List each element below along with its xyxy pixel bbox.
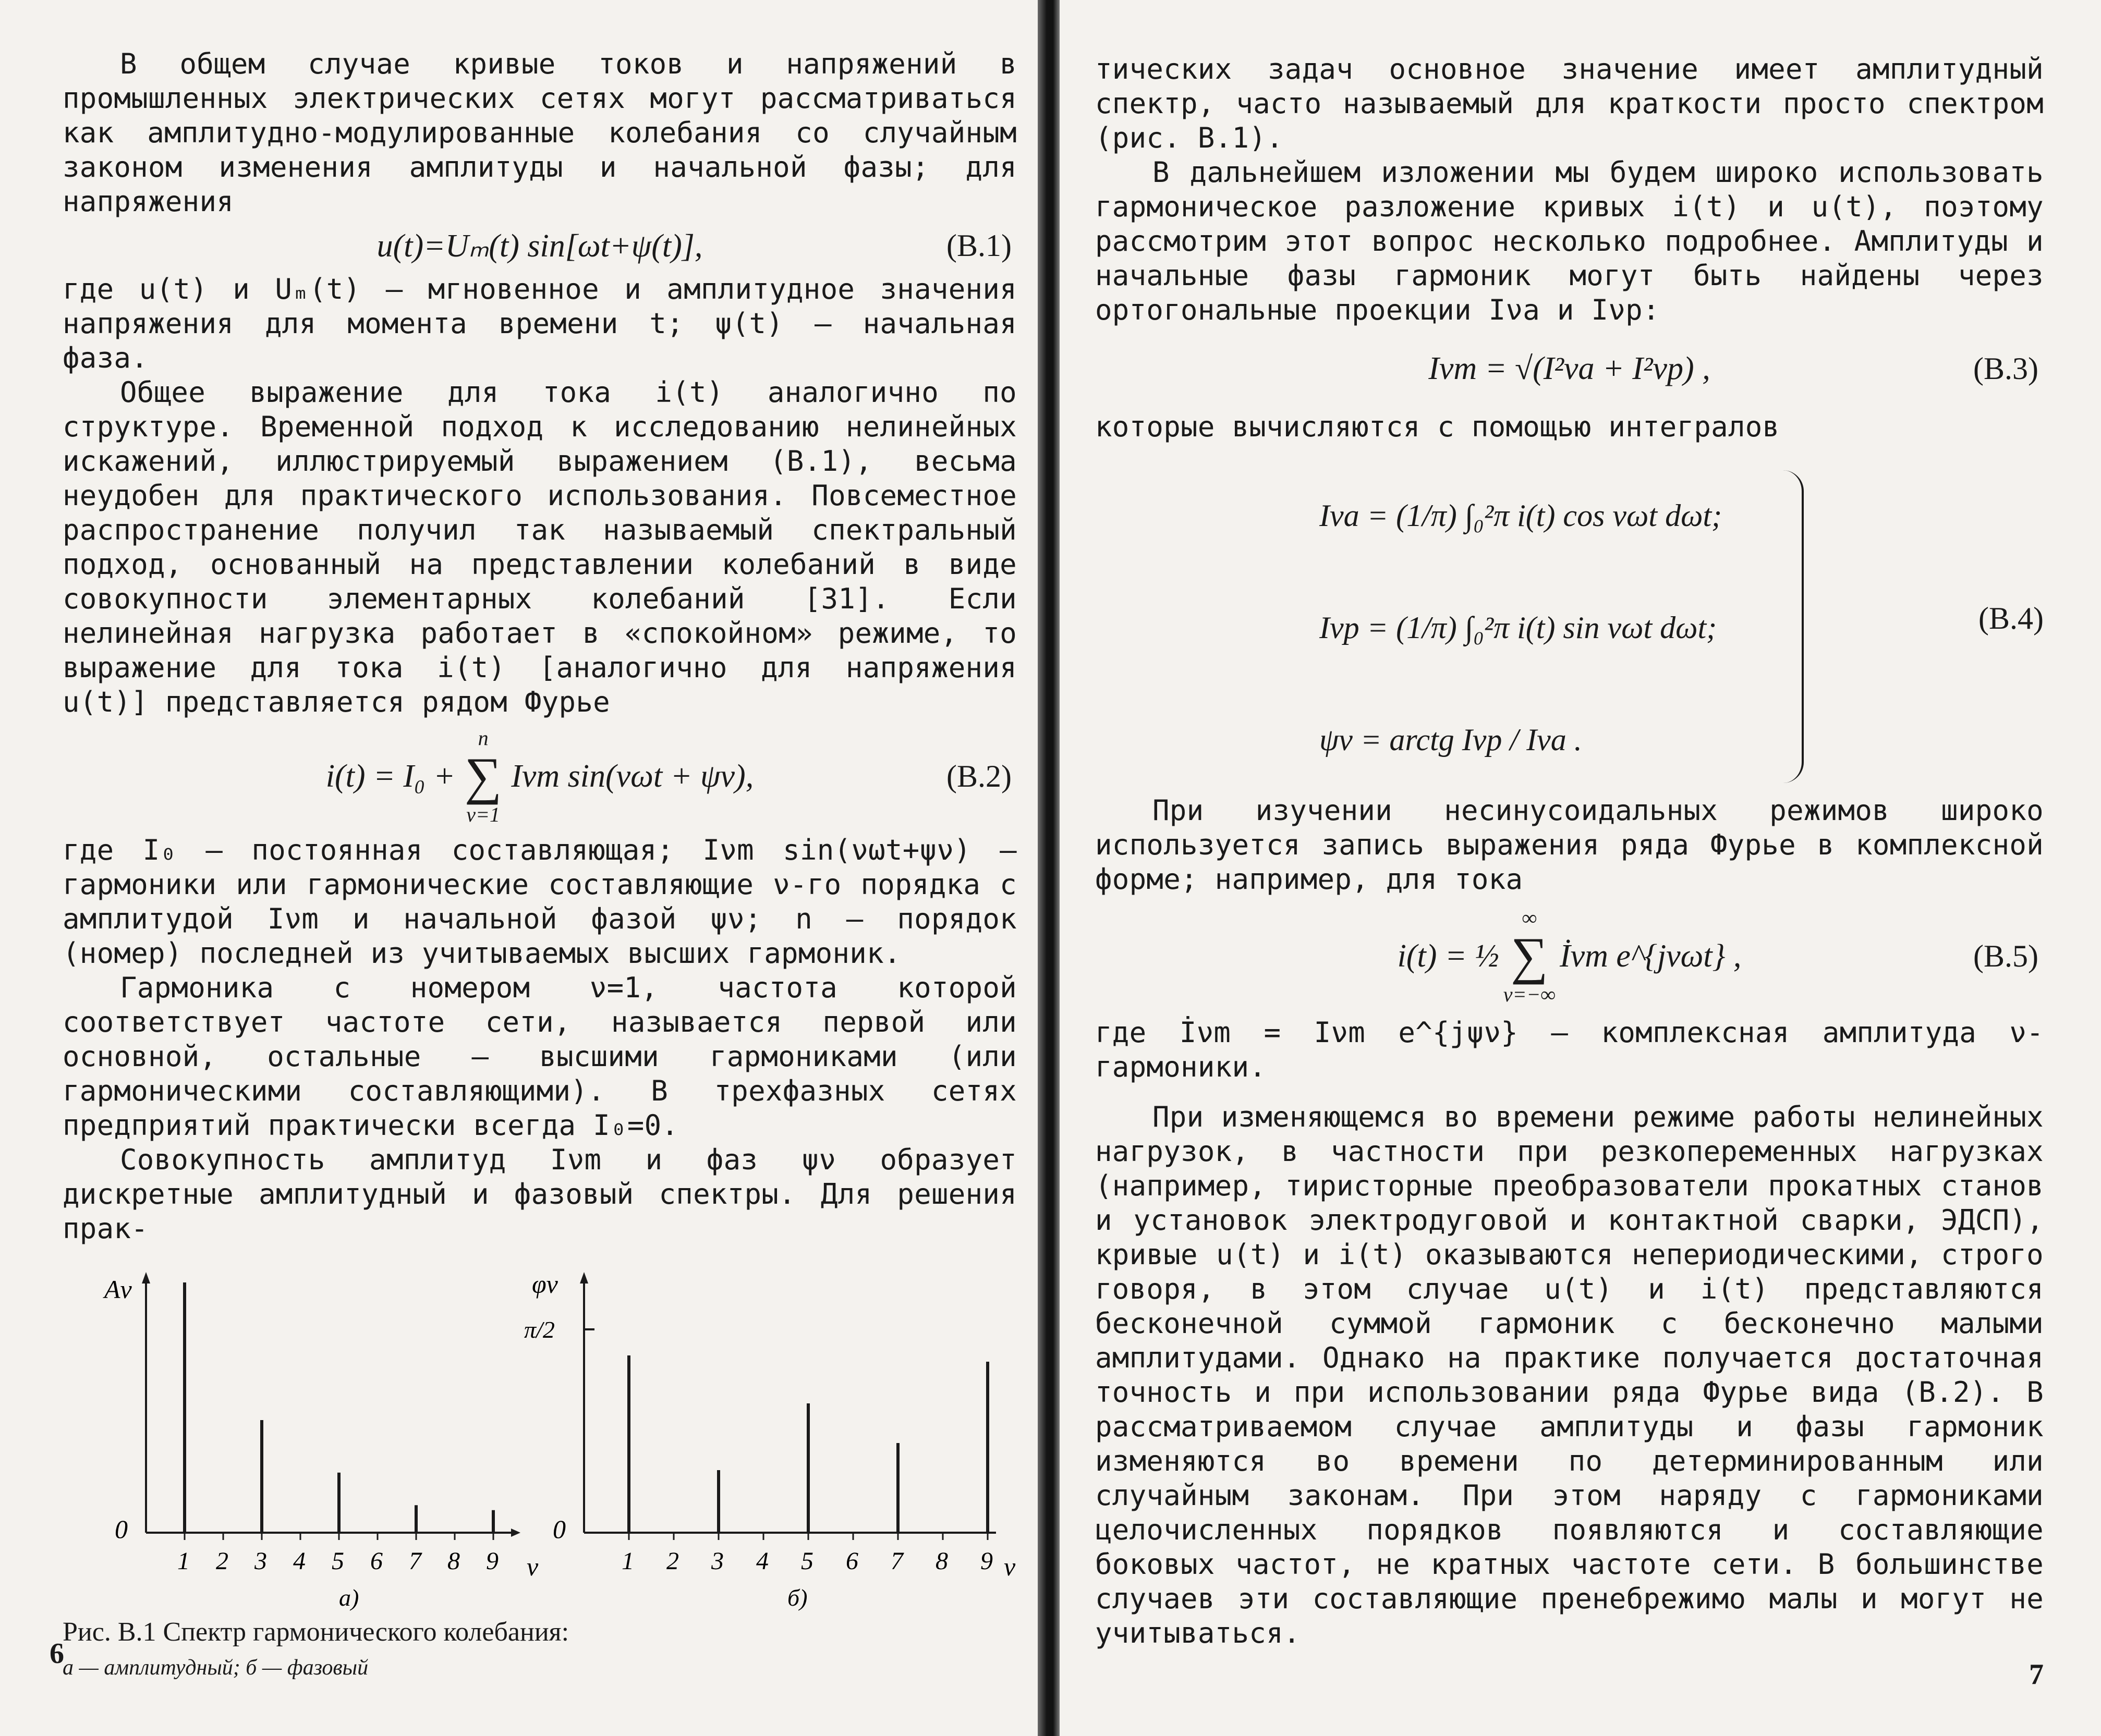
equation-b5 (1095, 904, 2044, 1008)
equation-number: (В.1) (946, 228, 1012, 263)
x-tick-label: 4 (293, 1547, 306, 1575)
equation-text: ψν = arctg Iνp / Iνa . (1319, 723, 1582, 757)
paragraph: В общем случае кривые токов и напряжений в промышленных электрических сетях могут рассматриваться как амплитудно-модулированные колебания со случайным законом изменения амплитуды и начальной фазы; для напряжения (63, 47, 1017, 218)
figure-caption-legend: а — амплитудный; б — фазовый (63, 1656, 369, 1680)
panel-label: а) (339, 1584, 359, 1611)
paragraph: где I₀ — постоянная составляющая; Iνm sin(νωt+ψν) — гармоники или гармонические составляющие ν-го порядка с амплитудой Iνm и начальной фазой ψν; n — порядок (номер) последней из учитываемых высших гармоник. (63, 834, 1017, 970)
y-axis-label: φν (532, 1269, 558, 1299)
phase-spectrum-chart (524, 1269, 1016, 1611)
x-tick-label: 7 (891, 1547, 903, 1575)
x-tick-label: 3 (711, 1547, 724, 1575)
equation-text: u(t)=Uₘ(t) sin[ωt+ψ(t)], (377, 228, 703, 264)
sum-operator: ∞ ∑ ν=−∞ (1503, 906, 1556, 1006)
x-tick-label: 1 (622, 1547, 634, 1575)
x-axis-label: ν (527, 1552, 539, 1581)
x-tick-label: 4 (756, 1547, 769, 1575)
x-tick-label: 8 (936, 1547, 948, 1575)
equation-b1 (63, 226, 1017, 265)
sum-operator: n ∑ ν=1 (464, 726, 502, 826)
equation-number: (В.2) (946, 759, 1012, 793)
equation-text: İνm e^{jνωt} , (1559, 938, 1742, 974)
left-page (0, 0, 1048, 1736)
figure-b1 (63, 1251, 1017, 1611)
x-tick-label: 9 (486, 1547, 499, 1575)
equation-number: (В.3) (1973, 351, 2038, 386)
x-tick-label: 1 (177, 1547, 190, 1575)
x-tick-label: 3 (254, 1547, 267, 1575)
x-tick-label: 5 (801, 1547, 813, 1575)
paragraph: Гармоника с номером ν=1, частота которой соответствует частоте сети, называется первой или основной, остальные — высшими гармониками (или гармоническими составляющими). В трехфазных сетях предприятий практически всегда I₀=0. (63, 971, 1017, 1142)
panel-label: б) (787, 1584, 808, 1611)
x-tick-label: 6 (846, 1547, 858, 1575)
amplitude-spectrum-chart (103, 1272, 539, 1611)
equation-number: (В.5) (1973, 938, 2038, 973)
page-number: 7 (2029, 1658, 2044, 1691)
paragraph: Общее выражение для тока i(t) аналогично по структуре. Временной подход к исследованию нелинейных искажений, иллюстрируемый выражением (В.1), весьма неудобен для практического использования. Повсеместное распространение получил так называемый спектральный подход, основанный на представлении колебаний в виде совокупности элементарных колебаний [31]. Если нелинейная нагрузка работает в «спокойном» режиме, то выражение для тока i(t) [аналогично для напряжения u(t)] представляется рядом Фурье (63, 376, 1017, 718)
equation-text: Iνp = (1/π) ∫₀²π i(t) sin νωt dωt; (1319, 610, 1717, 645)
right-page (1059, 0, 2101, 1736)
origin-label: 0 (553, 1514, 566, 1544)
paragraph: которые вычисляются с помощью интегралов (1095, 410, 1780, 443)
origin-label: 0 (115, 1514, 128, 1544)
x-tick-label: 8 (447, 1547, 460, 1575)
x-tick-label: 9 (980, 1547, 993, 1575)
equation-text: i(t) = ½ (1397, 938, 1499, 974)
paragraph: тических задач основное значение имеет амплитудный спектр, часто называемый для краткости просто спектром (рис. В.1). (1095, 53, 2044, 154)
y-axis-arrow-icon (580, 1272, 588, 1283)
figure-caption: Рис. В.1 Спектр гармонического колебания: (63, 1617, 569, 1647)
paragraph: Совокупность амплитуд Iνm и фаз ψν образует дискретные амплитудный и фазовый спектры. Для решения прак- (63, 1143, 1017, 1245)
page-number: 6 (50, 1637, 64, 1670)
x-axis-label: ν (1004, 1552, 1016, 1581)
equation-text: i(t) = I₀ + (325, 758, 455, 794)
equation-text: Iνm sin(νωt + ψν), (511, 758, 754, 794)
paragraph: где u(t) и Uₘ(t) — мгновенное и амплитудное значения напряжения для момента времени t; ψ(t) — начальная фаза. (63, 273, 1017, 374)
equation-b3 (1095, 335, 2044, 402)
equation-system-b4 (1095, 460, 2044, 793)
x-tick-label: 5 (332, 1547, 344, 1575)
x-tick-label: 6 (370, 1547, 383, 1575)
paragraph: где İνm = Iνm e^{jψν} — комплексная амплитуда ν-гармоники. (1095, 1016, 2044, 1083)
paragraph: При изменяющемся во времени режиме работы нелинейных нагрузок, в частности при резкопеременных нагрузках (например, тиристорные преобразователи прокатных станов и установок электродуговой и контактной сварки, ЭДСП), кривые u(t) и i(t) оказываются непериодическими, строго говоря, в этом случае u(t) и i(t) представляются бесконечной суммой гармоник с бесконечно малыми амплитудами. Однако на практике получается достаточная точность и при использовании ряда Фурье вида (В.2). В рассматриваемом случае амплитуды и фазы гармоник изменяются во времени по детерминированным или случайным законам. При этом наряду с гармониками целочисленных порядков появляются и составляющие боковых частот, не кратных частоте сети. В большинстве случаев эти составляющие пренебрежимо малы и могут не учитываться. (1095, 1101, 2044, 1649)
x-tick-label: 2 (666, 1547, 679, 1575)
equation-text: Iνm = √(I²νa + I²νp) , (1428, 350, 1710, 386)
equation-b2 (63, 727, 1017, 826)
y-tick-label: π/2 (524, 1316, 555, 1343)
curly-brace (1776, 470, 1804, 783)
y-axis-arrow-icon (142, 1272, 150, 1283)
paragraph: В дальнейшем изложении мы будем широко использовать гармоническое разложение кривых i(t) и u(t), поэтому рассмотрим этот вопрос несколько подробнее. Амплитуды и начальные фазы гармоник могут быть найдены через ортогональные проекции Iνa и Iνp: (1095, 156, 2044, 326)
y-axis-label: Aν (104, 1275, 132, 1304)
paragraph: При изучении несинусоидальных режимов широко используется запись выражения ряда Фурье в комплексной форме; например, для тока (1095, 794, 2044, 896)
x-tick-label: 7 (409, 1547, 421, 1575)
x-axis-arrow-icon (511, 1529, 520, 1537)
spectrum-charts (63, 1251, 1017, 1611)
equation-number: (В.4) (1978, 601, 2044, 635)
equation-text: Iνa = (1/π) ∫₀²π i(t) cos νωt dωt; (1319, 498, 1722, 533)
x-tick-label: 2 (216, 1547, 228, 1575)
